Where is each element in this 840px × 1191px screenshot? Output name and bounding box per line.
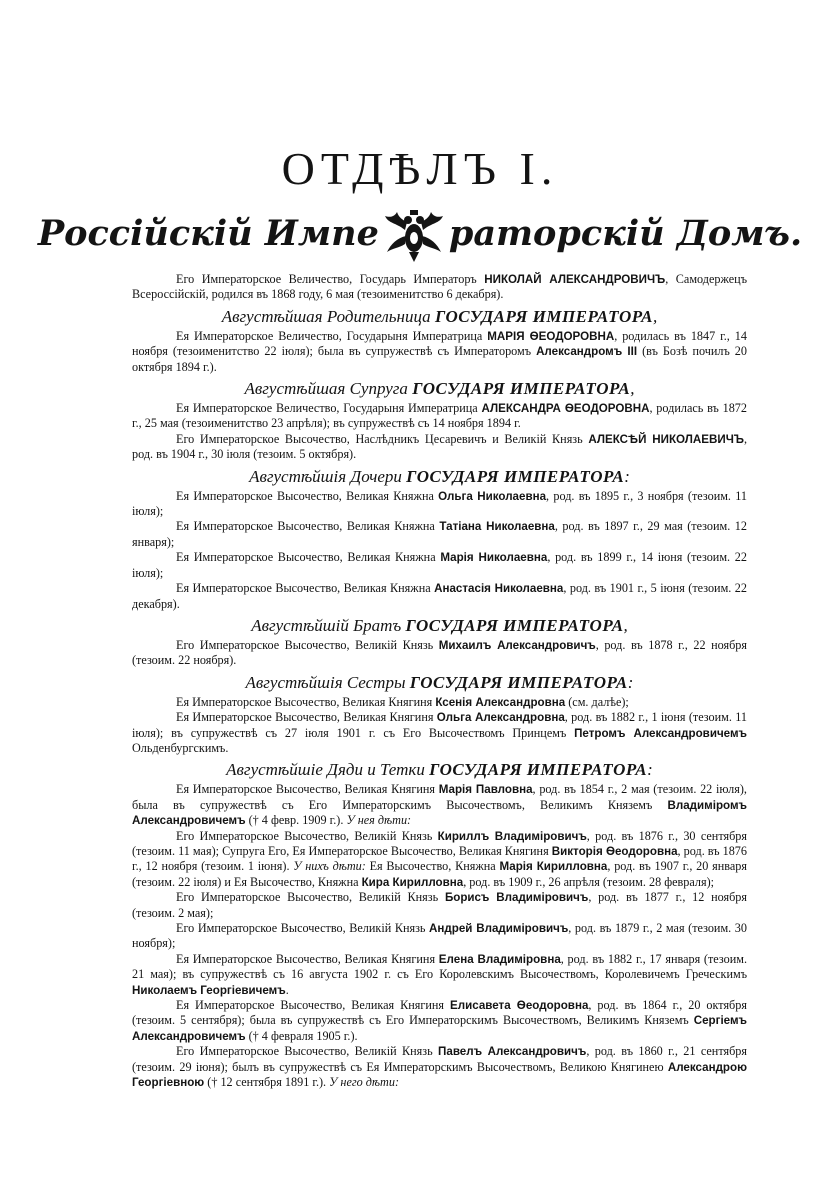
entry-maria-pavlovna [132,782,747,828]
heading-brother [132,615,747,636]
entry-text: Ея Императорское Величество, Государыня Императрица [176,328,488,343]
entry-text: , род. въ 1876 г., 30 сентября (тезоим. 11 мая); Супруга Его, Ея Императорское Высочество, Великая Княгиня [132,828,747,858]
entry-elisabeth [132,998,747,1044]
entry-text: , Самодержецъ Всероссійскій, родился въ 1868 году, 6 мая (тезоименитство 6 декабря). [132,272,747,302]
heading-caps: ГОСУДАРЯ ИМПЕРАТОРА [409,672,628,692]
house-title-left: Россійскій Импе [37,213,379,254]
entry-text: , род. въ 1864 г., 20 октября (тезоим. 5 сентября); была въ супружествѣ съ Его Императорскимъ Высочествомъ, Великимъ Княземъ [132,998,747,1028]
heading-punct: , [623,615,628,635]
person-name: Петромъ Александровичемъ [574,726,747,740]
heading-caps: ГОСУДАРЯ ИМПЕРАТОРА [434,306,653,326]
person-name: АЛЕКСАНДРА ѲЕОДОРОВНА [481,402,650,416]
person-name: Александрою Георгіевною [132,1060,747,1090]
heading-punct: , [630,379,635,399]
entry-text: . [285,982,289,997]
entry-text: († 4 февр. 1909 г.). [245,813,347,828]
entry-text: , род. въ 1879 г., 2 мая (тезоим. 30 ноября); [132,921,747,951]
entry-tatiana-nikolaevna [132,519,747,550]
entry-text: Его Императорское Высочество, Великій Князь [176,637,439,652]
person-name: Ольга Александровна [436,711,565,725]
person-name: Кириллъ Владиміровичъ [437,829,587,843]
entry-text: Его Императорское Высочество, Великій Князь [176,921,430,935]
heading-punct: , [653,306,658,326]
heading-mother [132,306,747,327]
double-headed-eagle-icon [383,208,445,264]
person-name: Андрей Владиміровичъ [429,922,569,935]
entry-maria-nikolaevna [132,550,747,581]
person-name: Марія Кирилловна [499,860,608,874]
entry-text: , род. въ 1904 г., 30 іюля (тезоим. 5 октября). [132,431,747,462]
entry-text: Ея Императорское Высочество, Великая Княгиня [176,694,436,709]
entry-anastasia-nikolaevna [132,581,747,612]
entry-text: Ея Императорское Высочество, Великая Княжна [176,550,441,565]
entry-text: , род. въ 1895 г., 3 ноября (тезоим. 11 іюля); [132,488,747,519]
entry-olga-alexandrovna [132,710,747,756]
entry-text: († 4 февраля 1905 г.). [245,1028,358,1043]
person-name: Анастасія Николаевна [434,582,564,596]
entry-text: Ея Императорское Величество, Государыня Императрица [176,401,482,416]
person-name: Елисавета Ѳеодоровна [450,999,589,1013]
entry-text: Его Императорское Величество, Государь Императоръ [176,272,485,286]
person-name: Павелъ Александровичъ [438,1045,587,1059]
entry-text: Его Императорское Высочество, Великій Князь [176,890,445,905]
entry-text: Его Императорское Высочество, Наслѣдникъ Цесаревичъ и Великій Князь [176,431,589,446]
person-name: Кира Кирилловна [361,875,464,889]
heading-caps: ГОСУДАРЯ ИМПЕРАТОРА [406,466,625,486]
heading-caps: ГОСУДАРЯ ИМПЕРАТОРА [412,379,631,399]
heading-punct: : [647,760,653,780]
person-name: Александромъ III [536,345,638,359]
entry-text: , род. въ 1897 г., 29 мая (тезоим. 12 января); [132,519,747,549]
entry-consort [132,401,747,432]
children-note: У него дѣти: [329,1075,400,1090]
person-name: Сергіемъ Александровичемъ [132,1014,747,1043]
entry-heir [132,432,747,463]
entry-pavel [132,1044,747,1090]
person-name: Ксенія Александровна [435,695,566,709]
entry-text: , род. въ 1876 г., 12 ноября (тезоим. 1 іюня). [132,843,747,874]
entry-text: (въ Бозѣ почилъ 20 октября 1894 г.). [132,344,747,374]
heading-text: Августѣйшая Родительница [221,306,435,326]
entry-boris [132,890,747,921]
entry-text: Ея Императорское Высочество, Великая Княжна [176,519,440,534]
entry-emperor [132,272,747,303]
entry-text: , родилась въ 1872 г., 25 мая (тезоименитство 23 апрѣля); въ супружествѣ съ 14 ноября 1894 г. [132,401,747,431]
person-name: Ольга Николаевна [438,489,547,503]
heading-punct: : [624,466,630,486]
heading-text: Августѣйшая Супруга [244,379,413,399]
heading-punct: : [627,672,634,692]
entry-mother [132,329,747,375]
heading-text: Августѣйшія Дочери [249,466,407,486]
entry-text: , род. въ 1909 г., 26 апрѣля (тезоим. 28 февраля); [463,874,715,889]
entry-text: , родилась въ 1847 г., 14 ноября (тезоименитство 22 іюля); была въ супружествѣ съ Императоромъ [132,328,747,359]
entry-text: , род. въ 1882 г., 17 января (тезоим. 21 мая); въ супружествѣ съ 16 августа 1902 г. съ Его Королевскимъ Высочествомъ, Королевичемъ Греческимъ [132,951,747,982]
entry-text: , род. въ 1899 г., 14 іюня (тезоим. 22 іюля); [132,550,747,580]
person-name: Михаилъ Александровичъ [438,638,596,652]
entry-text: († 12 сентября 1891 г.). [204,1075,330,1090]
person-name: Николаемъ Георгіевичемъ [132,983,286,997]
person-name: Владиміромъ Александровичемъ [132,798,747,828]
person-name: Татіана Николаевна [439,520,555,534]
entry-andrei [132,921,747,952]
entry-elena [132,952,747,998]
children-note: У нихъ дѣти: [293,859,366,874]
person-name: Елена Владиміровна [438,952,561,966]
heading-text: Августѣйшій Братъ [251,615,406,635]
text-body [132,272,747,1090]
entry-text: , род. въ 1901 г., 5 іюня (тезоим. 22 декабря). [132,581,747,611]
heading-caps: ГОСУДАРЯ ИМПЕРАТОРА [429,760,648,780]
entry-text: Ея Императорское Высочество, Великая Княгиня [176,782,439,797]
entry-text: (см. далѣе); [565,694,629,709]
house-title [0,204,840,264]
heading-uncles-aunts [132,759,747,780]
heading-daughters [132,466,747,487]
person-name: НИКОЛАЙ АЛЕКСАНДРОВИЧЪ [484,273,666,286]
entry-text: , род. въ 1878 г., 22 ноября (тезоим. 22 ноября). [132,637,747,668]
heading-text: Августѣйшіе Дяди и Тетки [226,760,430,780]
person-name: Борисъ Владиміровичъ [444,891,589,905]
entry-text: Ея Императорское Высочество, Великая Княгиня [176,951,439,966]
entry-text: , род. въ 1877 г., 12 ноября (тезоим. 2 мая); [132,890,747,920]
children-note: У нея дѣти: [346,813,412,828]
heading-consort [132,378,747,399]
person-name: МАРІЯ ѲЕОДОРОВНА [487,329,615,343]
entry-xenia [132,695,747,710]
heading-text: Августѣйшія Сестры [245,672,410,692]
entry-text: Ея Императорское Высочество, Великая Княгиня [176,710,437,725]
entry-kirill [132,829,747,891]
entry-text: Ея Императорское Высочество, Великая Княгиня [176,998,450,1013]
entry-text: Ольденбургскимъ. [132,740,229,755]
section-title: ОТДѢЛЪ I. [281,143,559,194]
entry-text: , род. въ 1854 г., 2 мая (тезоим. 22 іюля), была въ супружествѣ съ Его Императорскимъ Высочествомъ, Великимъ Княземъ [132,782,747,812]
entry-text: Его Императорское Высочество, Великій Князь [176,828,438,843]
person-name: Викторія Ѳеодоровна [551,844,678,858]
entry-text: Ея Императорское Высочество, Великая Княжна [176,488,439,503]
heading-caps: ГОСУДАРЯ ИМПЕРАТОРА [405,615,624,635]
house-title-right: раторскій Домъ. [448,213,803,254]
heading-sisters [132,672,747,693]
entry-mikhail [132,638,747,669]
entry-text: Ея Императорское Высочество, Великая Княжна [176,581,435,596]
person-name: АЛЕКСѢЙ НИКОЛАЕВИЧЪ [588,432,744,446]
entry-text: , род. въ 1860 г., 21 сентября (тезоим. 29 іюня); былъ въ супружествѣ съ Ея Императорскимъ Высочествомъ, Великою Княгинею [132,1044,748,1074]
entry-text: Его Императорское Высочество, Великій Князь [176,1044,439,1059]
person-name: Марія Павловна [438,783,533,797]
entry-text: Ея Высочество, Княжна [365,859,500,874]
entry-text: , род. въ 1882 г., 1 іюня (тезоим. 11 іюля); въ супружествѣ съ 27 іюля 1901 г. съ Его Высочествомъ Принцемъ [132,710,747,740]
person-name: Марія Николаевна [440,551,548,565]
entry-olga-nikolaevna [132,489,747,520]
entry-text: , род. въ 1907 г., 20 января (тезоим. 22 іюля) и Ея Высочество, Княжна [132,859,747,889]
